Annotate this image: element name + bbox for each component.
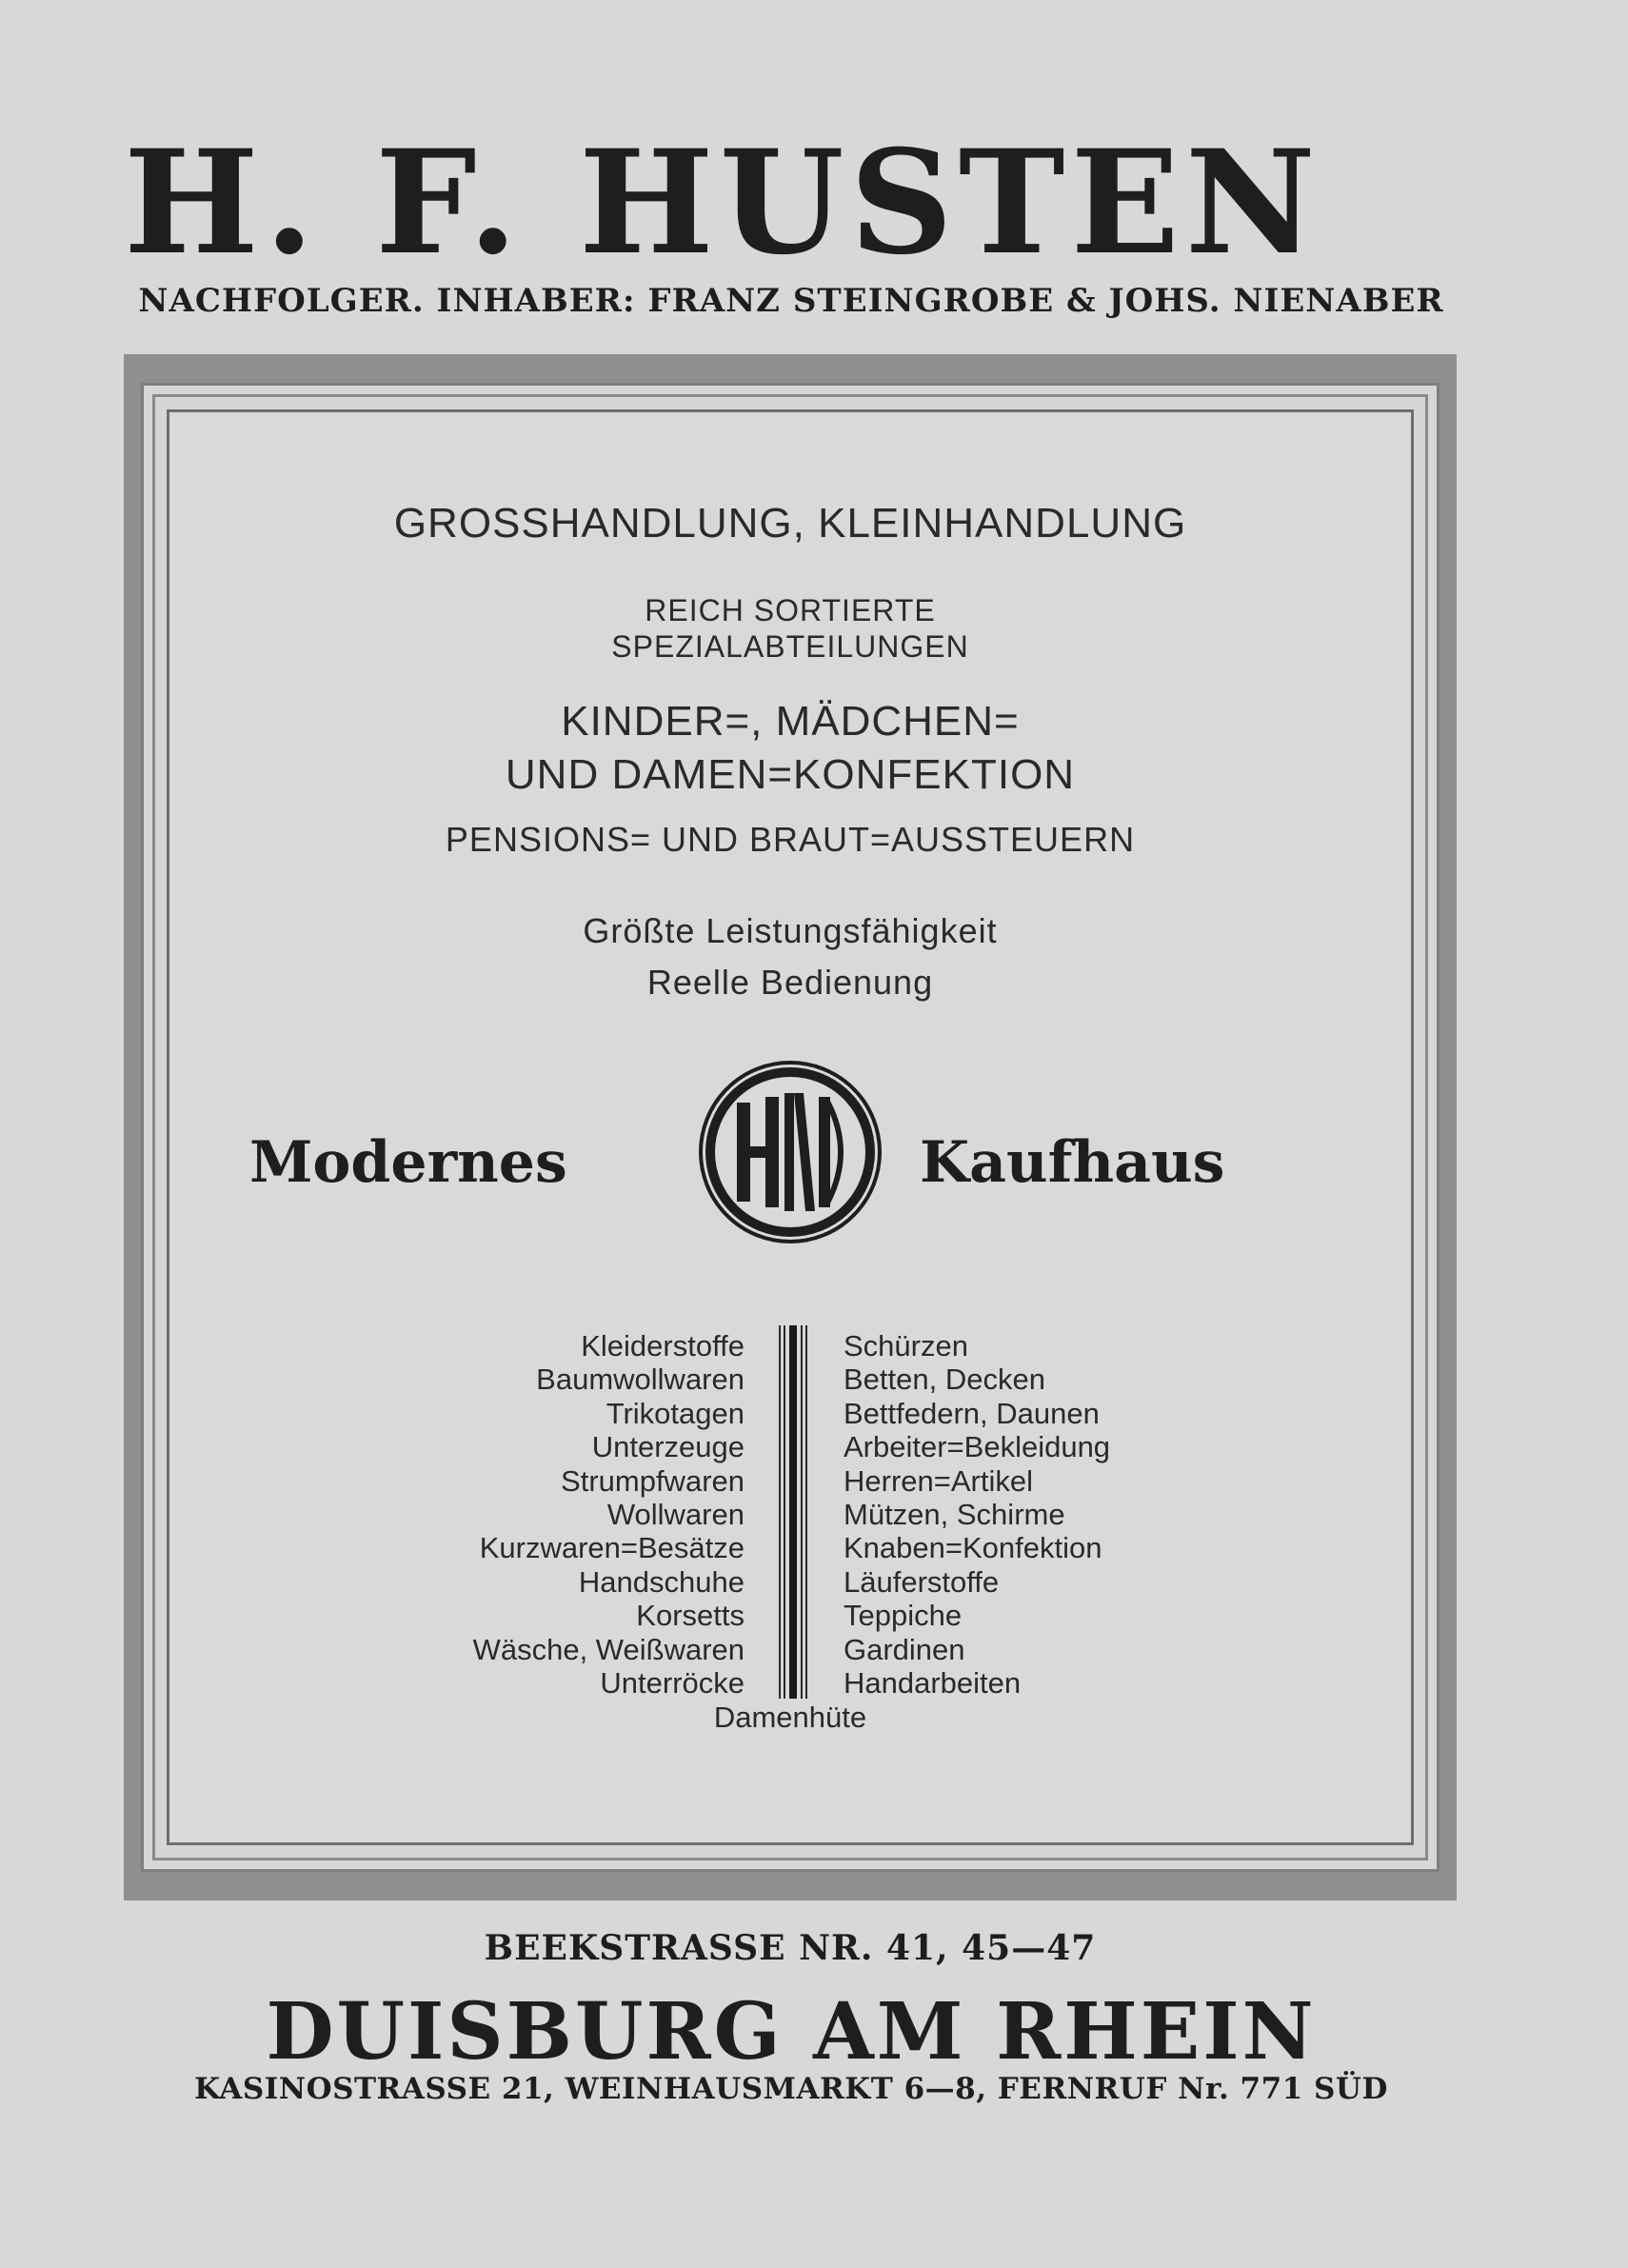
- list-item: Gardinen: [844, 1632, 965, 1666]
- list-item: Strumpfwaren: [561, 1463, 745, 1498]
- list-item: Kurzwaren=Besätze: [479, 1531, 745, 1565]
- list-item: Herren=Artikel: [844, 1463, 1033, 1498]
- list-item: Handarbeiten: [844, 1666, 1022, 1701]
- list-item: Knaben=Konfektion: [844, 1531, 1102, 1565]
- city-heading: DUISBURG AM RHEIN: [266, 1986, 1317, 2078]
- panel-slogan: Größte Leistungsfähigkeit: [583, 911, 998, 950]
- address-line-beekstrasse: BEEKSTRASSE NR. 41, 45—47: [484, 1928, 1097, 1968]
- panel-subline: SPEZIALABTEILUNGEN: [611, 629, 969, 664]
- column-divider: [779, 1325, 807, 1699]
- list-item: Betten, Decken: [844, 1363, 1045, 1397]
- firm-name-heading: H. F. HUSTEN: [124, 119, 1321, 287]
- panel-subline: PENSIONS= UND BRAUT=AUSSTEUERN: [445, 820, 1136, 859]
- list-item: Trikotagen: [606, 1396, 745, 1430]
- panel-feature-line: KINDER=, MÄDCHEN=: [561, 698, 1020, 745]
- departments-list-right: [844, 1329, 1339, 1700]
- list-item: Handschuhe: [578, 1564, 745, 1599]
- address-line-kasinostrasse: KASINOSTRASSE 21, WEINHAUSMARKT 6—8, FERNRUF Nr. 771 SÜD: [194, 2072, 1388, 2106]
- panel-feature-line: UND DAMEN=KONFEKTION: [505, 751, 1076, 798]
- list-item: Mützen, Schirme: [844, 1498, 1065, 1532]
- list-item: Korsetts: [636, 1599, 745, 1633]
- list-item: Arbeiter=Bekleidung: [844, 1430, 1111, 1464]
- hnd-logo-icon: [697, 1059, 883, 1245]
- list-item-centered: Damenhüte: [713, 1701, 867, 1734]
- list-item: Baumwollwaren: [536, 1363, 745, 1397]
- departments-list-left: [314, 1329, 745, 1700]
- owner-line: NACHFOLGER. INHABER: FRANZ STEINGROBE & JOHS. NIENABER: [138, 282, 1444, 320]
- kaufhaus-word: Kaufhaus: [920, 1129, 1225, 1196]
- list-item: Wollwaren: [606, 1498, 745, 1532]
- list-item: Teppiche: [844, 1599, 963, 1633]
- list-item: Unterröcke: [600, 1666, 745, 1701]
- list-item: Kleiderstoffe: [581, 1329, 745, 1363]
- panel-slogan: Reelle Bedienung: [646, 963, 934, 1002]
- list-item: Schürzen: [844, 1329, 968, 1363]
- panel-subline: REICH SORTIERTE: [645, 593, 936, 627]
- list-item: Bettfedern, Daunen: [844, 1396, 1100, 1430]
- panel-heading: GROSSHANDLUNG, KLEINHANDLUNG: [393, 500, 1187, 547]
- list-item: Wäsche, Weißwaren: [472, 1632, 745, 1666]
- list-item: Unterzeuge: [591, 1430, 745, 1464]
- modernes-word: Modernes: [249, 1129, 567, 1196]
- list-item: Läuferstoffe: [844, 1564, 1000, 1599]
